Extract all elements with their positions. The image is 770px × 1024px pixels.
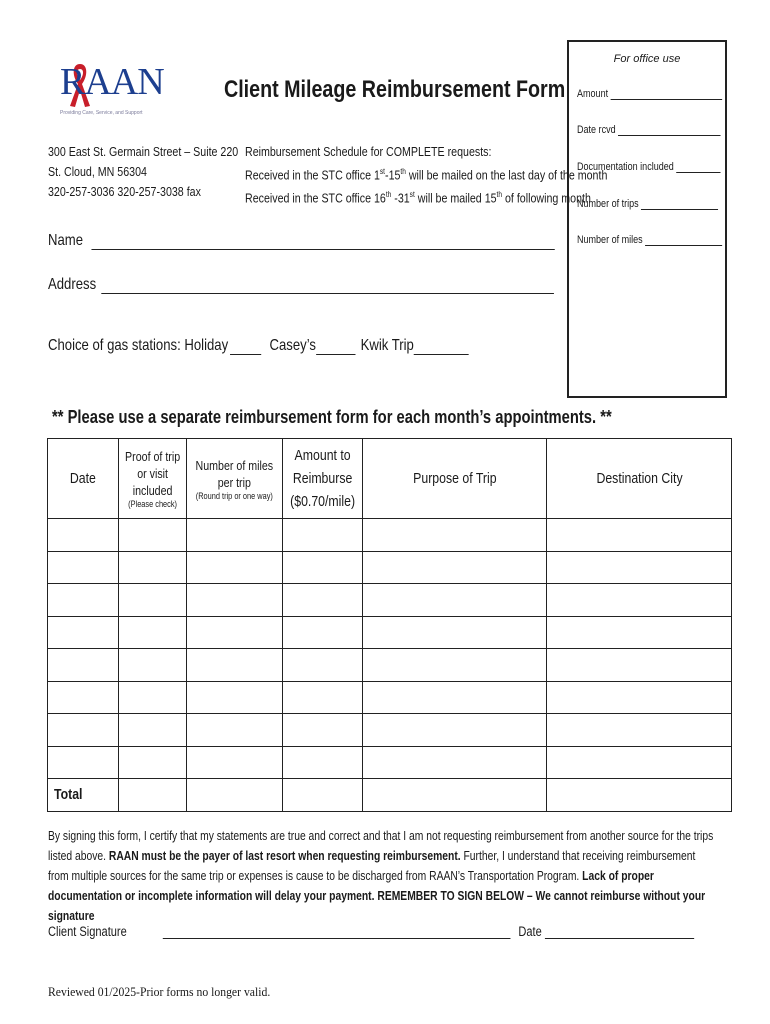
destination-cell[interactable] xyxy=(547,519,732,552)
address-field xyxy=(48,276,554,294)
address-input-line[interactable] xyxy=(101,293,554,294)
miles-cell[interactable] xyxy=(187,584,283,617)
total-row xyxy=(48,779,732,812)
office-documentation-line[interactable] xyxy=(676,172,720,173)
amount-cell[interactable] xyxy=(282,551,362,584)
certify-payer-last-resort: RAAN must be the payer of last resort when requesting reimbursement. xyxy=(108,849,461,863)
amount-cell[interactable] xyxy=(282,519,362,552)
total-miles-cell[interactable] xyxy=(187,779,283,812)
office-amount-row xyxy=(577,88,722,100)
reimbursement-schedule xyxy=(245,142,607,209)
address-street: 300 East St. Germain Street – Suite 220 xyxy=(48,144,239,159)
address-phone: 320-257-3036 320-257-3038 fax xyxy=(48,184,201,199)
date-cell[interactable] xyxy=(48,616,119,649)
gas-option-holiday: Holiday xyxy=(184,337,229,354)
certify-warning: Lack of proper documentation or incomplete information will delay your payment. REMEMBER TO SIGN BELOW – We cannot reimburse without your signature xyxy=(48,869,706,923)
name-label: Name xyxy=(48,232,84,249)
gas-station-label: Choice of gas stations: xyxy=(48,337,181,354)
separate-form-note: ** Please use a separate reimbursement form for each month’s appointments. ** xyxy=(52,407,612,427)
destination-cell[interactable] xyxy=(547,551,732,584)
address-city: St. Cloud, MN 56304 xyxy=(48,164,147,179)
col-date-header: Date xyxy=(48,439,119,519)
gas-station-field xyxy=(48,337,469,355)
amount-cell[interactable] xyxy=(282,746,362,779)
schedule-heading: Reimbursement Schedule for COMPLETE requests: xyxy=(245,144,492,159)
raan-logo xyxy=(54,58,164,118)
table-row xyxy=(48,746,732,779)
signature-row xyxy=(48,924,694,939)
certification-text xyxy=(48,826,716,926)
certify-statement: By signing this form, I certify that my statements are true and correct and that I am not requesting reimbursement from another source for the trips listed above. xyxy=(48,829,714,863)
office-use-heading: For office use xyxy=(613,53,681,65)
date-cell[interactable] xyxy=(48,681,119,714)
miles-cell[interactable] xyxy=(187,551,283,584)
destination-cell[interactable] xyxy=(547,616,732,649)
logo-brand: RAAN xyxy=(60,61,164,103)
gas-holiday-line[interactable] xyxy=(230,354,261,355)
total-proof-cell[interactable] xyxy=(119,779,187,812)
office-documentation-label: Documentation included xyxy=(577,161,674,173)
date-cell[interactable] xyxy=(48,649,119,682)
office-trips-label: Number of trips xyxy=(577,198,639,210)
proof-cell[interactable] xyxy=(119,551,187,584)
office-amount-line[interactable] xyxy=(611,99,723,100)
proof-cell[interactable] xyxy=(119,616,187,649)
proof-cell[interactable] xyxy=(119,519,187,552)
table-row xyxy=(48,519,732,552)
logo-tagline: Providing Care, Service, and Support xyxy=(60,110,143,116)
amount-cell[interactable] xyxy=(282,681,362,714)
proof-cell[interactable] xyxy=(119,714,187,747)
miles-cell[interactable] xyxy=(187,714,283,747)
form-title: Client Mileage Reimbursement Form xyxy=(224,76,566,103)
name-field xyxy=(48,232,555,250)
trip-table xyxy=(47,438,732,812)
office-date-row xyxy=(577,124,721,136)
table-row xyxy=(48,616,732,649)
amount-cell[interactable] xyxy=(282,616,362,649)
table-row xyxy=(48,584,732,617)
table-row xyxy=(48,551,732,584)
proof-cell[interactable] xyxy=(119,746,187,779)
purpose-cell[interactable] xyxy=(363,714,547,747)
date-cell[interactable] xyxy=(48,714,119,747)
client-signature-label: Client Signature xyxy=(48,924,127,939)
signature-date-line[interactable] xyxy=(545,938,694,939)
miles-cell[interactable] xyxy=(187,681,283,714)
table-header-row xyxy=(48,439,732,519)
miles-cell[interactable] xyxy=(187,649,283,682)
purpose-cell[interactable] xyxy=(363,584,547,617)
date-cell[interactable] xyxy=(48,746,119,779)
office-miles-line[interactable] xyxy=(645,245,722,246)
purpose-cell[interactable] xyxy=(363,649,547,682)
purpose-cell[interactable] xyxy=(363,746,547,779)
total-amount-cell[interactable] xyxy=(282,779,362,812)
table-row xyxy=(48,649,732,682)
office-use-box xyxy=(567,40,727,398)
col-destination-header: Destination City xyxy=(547,439,732,519)
date-cell[interactable] xyxy=(48,584,119,617)
col-miles-header: Number of miles per trip (Round trip or one way) xyxy=(187,439,283,519)
miles-cell[interactable] xyxy=(187,746,283,779)
purpose-cell[interactable] xyxy=(363,519,547,552)
total-label-cell xyxy=(48,779,119,812)
amount-cell[interactable] xyxy=(282,714,362,747)
destination-cell[interactable] xyxy=(547,584,732,617)
destination-cell[interactable] xyxy=(547,746,732,779)
purpose-cell[interactable] xyxy=(363,616,547,649)
total-purpose-cell xyxy=(363,779,547,812)
amount-cell[interactable] xyxy=(282,649,362,682)
date-cell[interactable] xyxy=(48,551,119,584)
office-miles-row xyxy=(577,234,722,246)
gas-option-kwiktrip: Kwik Trip xyxy=(360,337,414,354)
table-row xyxy=(48,681,732,714)
address-label: Address xyxy=(48,276,97,293)
destination-cell[interactable] xyxy=(547,649,732,682)
proof-cell[interactable] xyxy=(119,584,187,617)
miles-cell[interactable] xyxy=(187,519,283,552)
agency-address xyxy=(48,142,238,202)
gas-option-caseys: Casey’s xyxy=(269,337,316,354)
destination-cell[interactable] xyxy=(547,714,732,747)
col-proof-header: Proof of trip or visit included (Please check) xyxy=(119,439,187,519)
certify-discharge: Further, I understand that receiving reimbursement from multiple sources for the same trip or expenses is cause to be discharged from RAAN’s Transportation Program. xyxy=(48,849,696,883)
date-cell[interactable] xyxy=(48,519,119,552)
amount-cell[interactable] xyxy=(282,584,362,617)
destination-cell[interactable] xyxy=(547,681,732,714)
miles-cell[interactable] xyxy=(187,616,283,649)
office-trips-line[interactable] xyxy=(641,209,718,210)
gas-kwiktrip-line[interactable] xyxy=(414,354,469,355)
proof-cell[interactable] xyxy=(119,649,187,682)
table-row xyxy=(48,714,732,747)
office-amount-label: Amount xyxy=(577,88,609,100)
proof-cell[interactable] xyxy=(119,681,187,714)
office-date-label: Date rcvd xyxy=(577,124,616,136)
client-signature-line[interactable] xyxy=(163,938,511,939)
col-amount-header: Amount to Reimburse ($0.70/mile) xyxy=(282,439,362,519)
gas-caseys-line[interactable] xyxy=(316,354,355,355)
total-destination-cell xyxy=(547,779,732,812)
name-input-line[interactable] xyxy=(92,249,555,250)
office-miles-label: Number of miles xyxy=(577,234,643,246)
col-purpose-header: Purpose of Trip xyxy=(363,439,547,519)
total-label: Total xyxy=(54,785,83,803)
signature-date-label: Date xyxy=(518,924,542,939)
reviewed-footer: Reviewed 01/2025-Prior forms no longer valid. xyxy=(48,984,271,999)
purpose-cell[interactable] xyxy=(363,551,547,584)
schedule-line-2: Received in the STC office 16th -31st will be mailed 15th of following month xyxy=(245,190,591,206)
schedule-line-1: Received in the STC office 1st-15th will be mailed on the last day of the month xyxy=(245,167,608,183)
office-date-line[interactable] xyxy=(618,135,721,136)
purpose-cell[interactable] xyxy=(363,681,547,714)
